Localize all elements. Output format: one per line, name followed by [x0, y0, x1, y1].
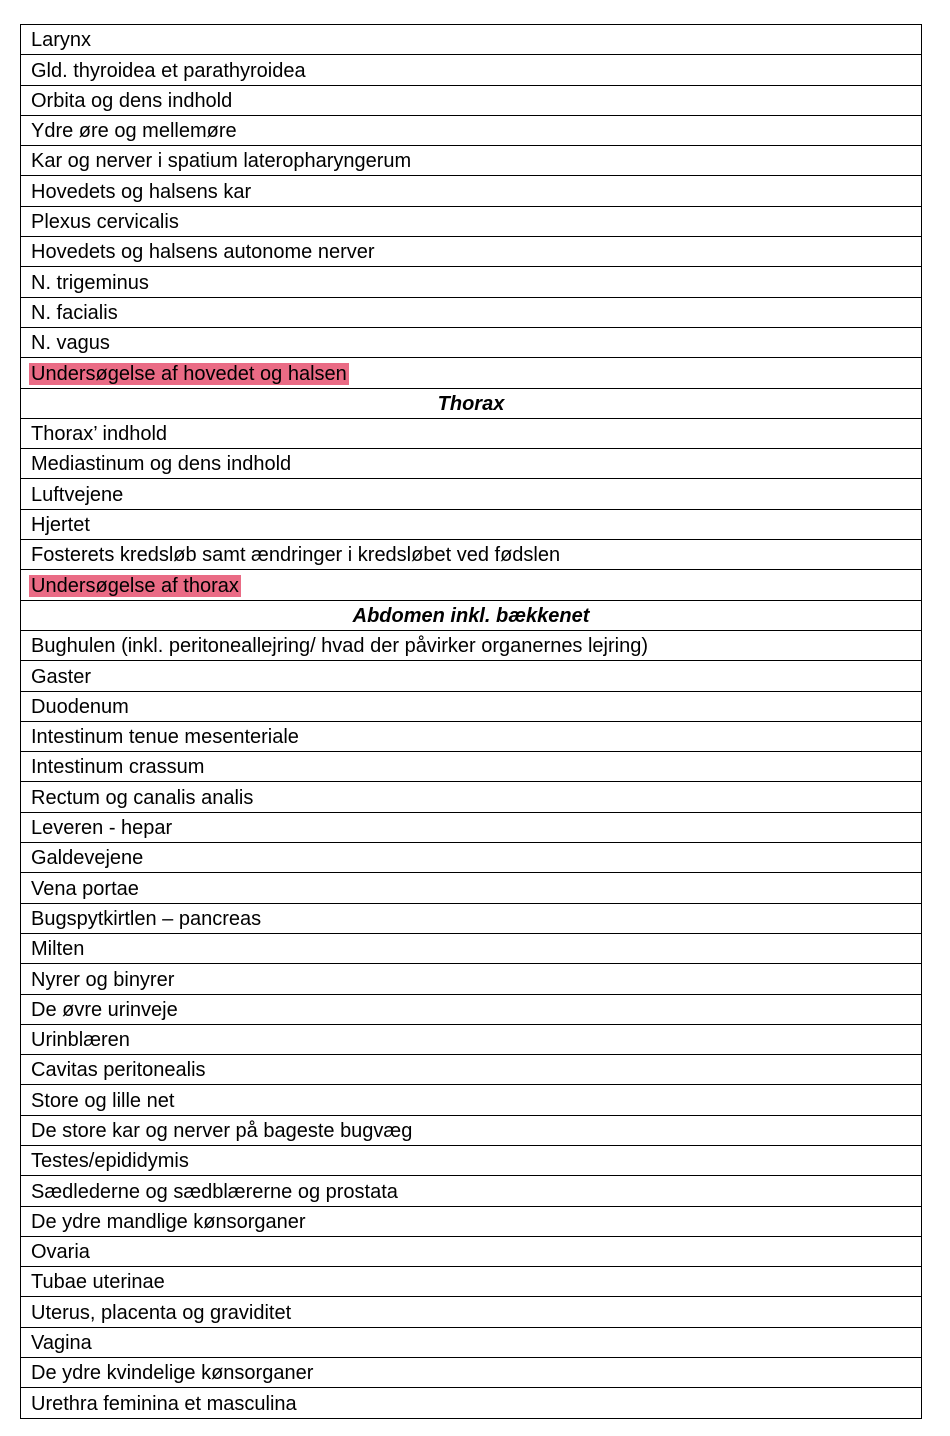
table-cell — [21, 570, 922, 600]
table-row — [21, 1206, 922, 1236]
table-row — [21, 843, 922, 873]
table-row — [21, 115, 922, 145]
topic-label: Gaster — [21, 661, 922, 691]
topic-label: Thorax’ indhold — [21, 418, 922, 448]
table-row — [21, 1267, 922, 1297]
table-row — [21, 721, 922, 751]
topic-label: De ydre kvindelige kønsorganer — [21, 1358, 922, 1388]
topic-label: Bugspytkirtlen – pancreas — [21, 903, 922, 933]
table-row — [21, 449, 922, 479]
topic-label: Mediastinum og dens indhold — [21, 449, 922, 479]
topic-table-body — [21, 25, 922, 1419]
table-row — [21, 691, 922, 721]
topic-label: N. vagus — [21, 327, 922, 357]
table-row — [21, 1055, 922, 1085]
table-row — [21, 1236, 922, 1266]
table-row — [21, 752, 922, 782]
topic-label: Fosterets kredsløb samt ændringer i kredsløbet ved fødslen — [21, 540, 922, 570]
table-row — [21, 1327, 922, 1357]
table-row — [21, 1024, 922, 1054]
topic-table — [20, 24, 922, 1419]
section-title: Thorax — [21, 388, 922, 418]
table-row — [21, 782, 922, 812]
table-row — [21, 1297, 922, 1327]
topic-label: Vena portae — [21, 873, 922, 903]
topic-label: N. trigeminus — [21, 267, 922, 297]
highlighted-topic-label: Undersøgelse af thorax — [31, 574, 239, 597]
table-row — [21, 570, 922, 600]
table-row — [21, 25, 922, 55]
table-row — [21, 176, 922, 206]
table-row — [21, 146, 922, 176]
topic-label: Urethra feminina et masculina — [21, 1388, 922, 1418]
topic-label: Tubae uterinae — [21, 1267, 922, 1297]
table-row — [21, 358, 922, 388]
topic-label: Uterus, placenta og graviditet — [21, 1297, 922, 1327]
table-row — [21, 933, 922, 963]
section-title: Abdomen inkl. bækkenet — [21, 600, 922, 630]
topic-label: Bughulen (inkl. peritoneallejring/ hvad der påvirker organernes lejring) — [21, 630, 922, 660]
table-row — [21, 1115, 922, 1145]
topic-label: Gld. thyroidea et parathyroidea — [21, 55, 922, 85]
section-header-row — [21, 388, 922, 418]
table-row — [21, 661, 922, 691]
topic-label: Luftvejene — [21, 479, 922, 509]
table-row — [21, 1145, 922, 1175]
table-row — [21, 85, 922, 115]
table-row — [21, 1388, 922, 1418]
topic-label: Galdevejene — [21, 843, 922, 873]
table-row — [21, 1358, 922, 1388]
topic-label: Urinblæren — [21, 1024, 922, 1054]
table-row — [21, 1176, 922, 1206]
topic-label: De store kar og nerver på bageste bugvæg — [21, 1115, 922, 1145]
topic-label: Orbita og dens indhold — [21, 85, 922, 115]
table-row — [21, 479, 922, 509]
topic-label: Milten — [21, 933, 922, 963]
topic-label: Hjertet — [21, 509, 922, 539]
topic-label: Ydre øre og mellemøre — [21, 115, 922, 145]
table-row — [21, 327, 922, 357]
table-row — [21, 237, 922, 267]
topic-label: Vagina — [21, 1327, 922, 1357]
table-row — [21, 630, 922, 660]
table-row — [21, 540, 922, 570]
topic-label: Rectum og canalis analis — [21, 782, 922, 812]
table-row — [21, 509, 922, 539]
topic-label: N. facialis — [21, 297, 922, 327]
topic-label: Leveren - hepar — [21, 812, 922, 842]
topic-label: Plexus cervicalis — [21, 206, 922, 236]
table-row — [21, 1085, 922, 1115]
table-row — [21, 297, 922, 327]
table-row — [21, 994, 922, 1024]
highlighted-topic-label: Undersøgelse af hovedet og halsen — [31, 362, 347, 385]
topic-label: De øvre urinveje — [21, 994, 922, 1024]
table-row — [21, 267, 922, 297]
table-row — [21, 873, 922, 903]
table-cell — [21, 358, 922, 388]
table-row — [21, 206, 922, 236]
topic-label: Kar og nerver i spatium lateropharyngerum — [21, 146, 922, 176]
topic-label: Cavitas peritonealis — [21, 1055, 922, 1085]
table-row — [21, 418, 922, 448]
topic-label: Ovaria — [21, 1236, 922, 1266]
topic-label: Testes/epididymis — [21, 1145, 922, 1175]
topic-label: De ydre mandlige kønsorganer — [21, 1206, 922, 1236]
section-header-row — [21, 600, 922, 630]
table-row — [21, 55, 922, 85]
topic-label: Larynx — [21, 25, 922, 55]
topic-label: Sædlederne og sædblærerne og prostata — [21, 1176, 922, 1206]
topic-label: Duodenum — [21, 691, 922, 721]
topic-label: Nyrer og binyrer — [21, 964, 922, 994]
topic-label: Hovedets og halsens autonome nerver — [21, 237, 922, 267]
topic-label: Store og lille net — [21, 1085, 922, 1115]
table-row — [21, 812, 922, 842]
topic-label: Hovedets og halsens kar — [21, 176, 922, 206]
topic-label: Intestinum tenue mesenteriale — [21, 721, 922, 751]
table-row — [21, 903, 922, 933]
topic-label: Intestinum crassum — [21, 752, 922, 782]
table-row — [21, 964, 922, 994]
